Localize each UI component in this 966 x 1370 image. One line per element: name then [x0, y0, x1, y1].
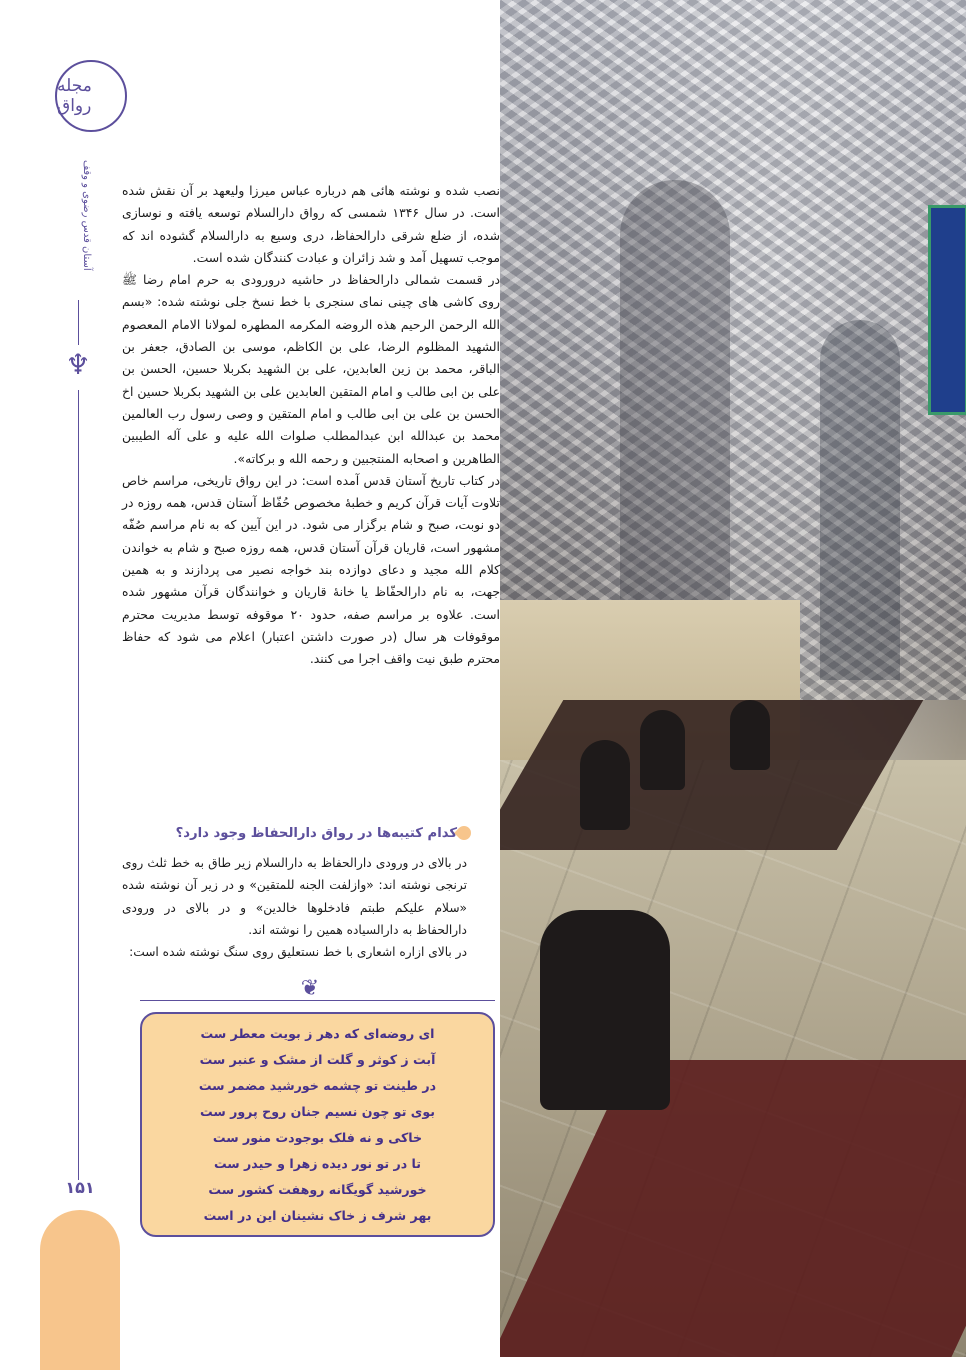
page-tab [40, 1210, 120, 1370]
seated-person [640, 710, 685, 790]
section-heading: کدام کتیبه‌ها در رواق دارالحفاظ وجود دارد؟ [175, 826, 457, 841]
poem-line: تا در تو نور دیده زهرا و حیدر ست [213, 1156, 422, 1171]
margin-line [78, 300, 79, 345]
heading-bullet-icon [454, 823, 474, 843]
body-text [122, 180, 500, 671]
tile-panel [928, 205, 966, 415]
page-number: ۱۵۱ [65, 1178, 95, 1197]
section-text [122, 852, 467, 963]
seated-person [580, 740, 630, 830]
paragraph: نصب شده و نوشته هائی هم درباره عباس میرزا ولیعهد بر آن نقش شده است. در سال ۱۳۴۶ شمسی که رواق دارالسلام توسعه یافته و نوسازی شده، از ضلع شرقی دارالحفاظ، دری وسیع به دارالسلام گشوده اند که موجب تسهیل آمد و شد زائران و عبادت کنندگان شده است. [122, 183, 500, 265]
margin-band [45, 140, 117, 1357]
margin-line [78, 390, 79, 1180]
poem-line: خاکی و نه فلک بوجودت منور ست [212, 1130, 423, 1145]
photo-arch [620, 180, 730, 600]
poem-line: ای روضه‌ای که دهر ز بویت معطر ست [200, 1026, 435, 1041]
paragraph: در بالای در ورودی دارالحفاظ به دارالسلام زیر طاق به خط ثلث روی ترنجی نوشته اند: «وازلفت الجنه للمتقین» و در زیر آن نوشته شده «سلام علیکم طبتم فادخلوها خالدین» و در بالای در ورودی دارالحفاظ به دارالسیاده همین را نوشته اند. [122, 856, 467, 937]
poem-line: بوی تو چون نسیم جنان روح پرور ست [200, 1104, 435, 1119]
vertical-caption: آستان قدس رضوی و وقف [81, 160, 92, 271]
paragraph: در قسمت شمالی دارالحفاظ در حاشیه درورودی به حرم امام رضا ﷺ روی کاشی های چینی نمای سنجری با خط نسخ جلی نوشته شده: «بسم الله الرحمن الرحیم هذه الروضه المکرمه المطهره لمولانا الامام المعصوم الشهید المظلوم الرضا، علی بن الکاظم، موسی بن الصادق، جعفر بن الباقر، محمد بن زین العابدین، علی بن الشهید بکربلا حسین، الحسن بن علی بن ابی طالب و امام المتقین العابدین علی بن الشهید بکربلا حسین اخ الحسن بن علی بن ابی طالب و امام المتقین و وصی رسول رب العالمین محمد بن عبدالله ابن عبدالمطلب صلوات الله علیه و علی آله الطیبین الطاهرین و اصحابه المنتجبین و رحمه الله و برکاته». [122, 272, 500, 466]
paragraph: در کتاب تاریخ آستان قدس آمده است: در این رواق تاریخی، مراسم خاص تلاوت آیات قرآن کریم و خطبهٔ مخصوص حُفّاظ آستان قدس، همه روزه در دو نوبت، صبح و شام برگزار می شود. در این آیین که به نام مراسم صُفّه مشهور است، قاریان قرآن آستان قدس، همه روزه صبح و شام به خواندن کلام الله مجید و دعای دوازده بند خواجه نصیر می پردازند و به همین جهت، به نام دارالحفّاظ یا خانهٔ قاریان و خوانندگان قرآن مشهور شده است. علاوه بر مراسم صفه، حدود ۲۰ موقوفه توسط مدیریت محترم موقوفات هر سال (در صورت داشتن اعتبار) اعلام می شود که حفاظ محترم طبق نیت واقف اجرا می کنند. [122, 472, 500, 667]
shrine-photo [500, 0, 966, 1357]
poem-line: آبت ز کوثر و گلت از مشک و عنبر ست [199, 1052, 436, 1067]
poem-box [140, 1012, 495, 1237]
photo-arch [820, 320, 900, 680]
poem-line: در طینت تو چشمه خورشید مضمر ست [198, 1078, 437, 1093]
margin-ornament-icon: ♆ [65, 348, 91, 381]
poem-line: خورشید گویگانه روهفت کشور ست [208, 1182, 427, 1197]
seated-person [540, 910, 670, 1110]
paragraph: در بالای ازاره اشعاری با خط نستعلیق روی سنگ نوشته شده است: [129, 945, 467, 960]
logo-emblem-icon: مجله رواق [55, 60, 127, 132]
divider-ornament-icon: ❦ [300, 976, 320, 1001]
poem-line: بهر شرف ز خاک نشینان این در است [203, 1208, 432, 1223]
seated-person [730, 700, 770, 770]
